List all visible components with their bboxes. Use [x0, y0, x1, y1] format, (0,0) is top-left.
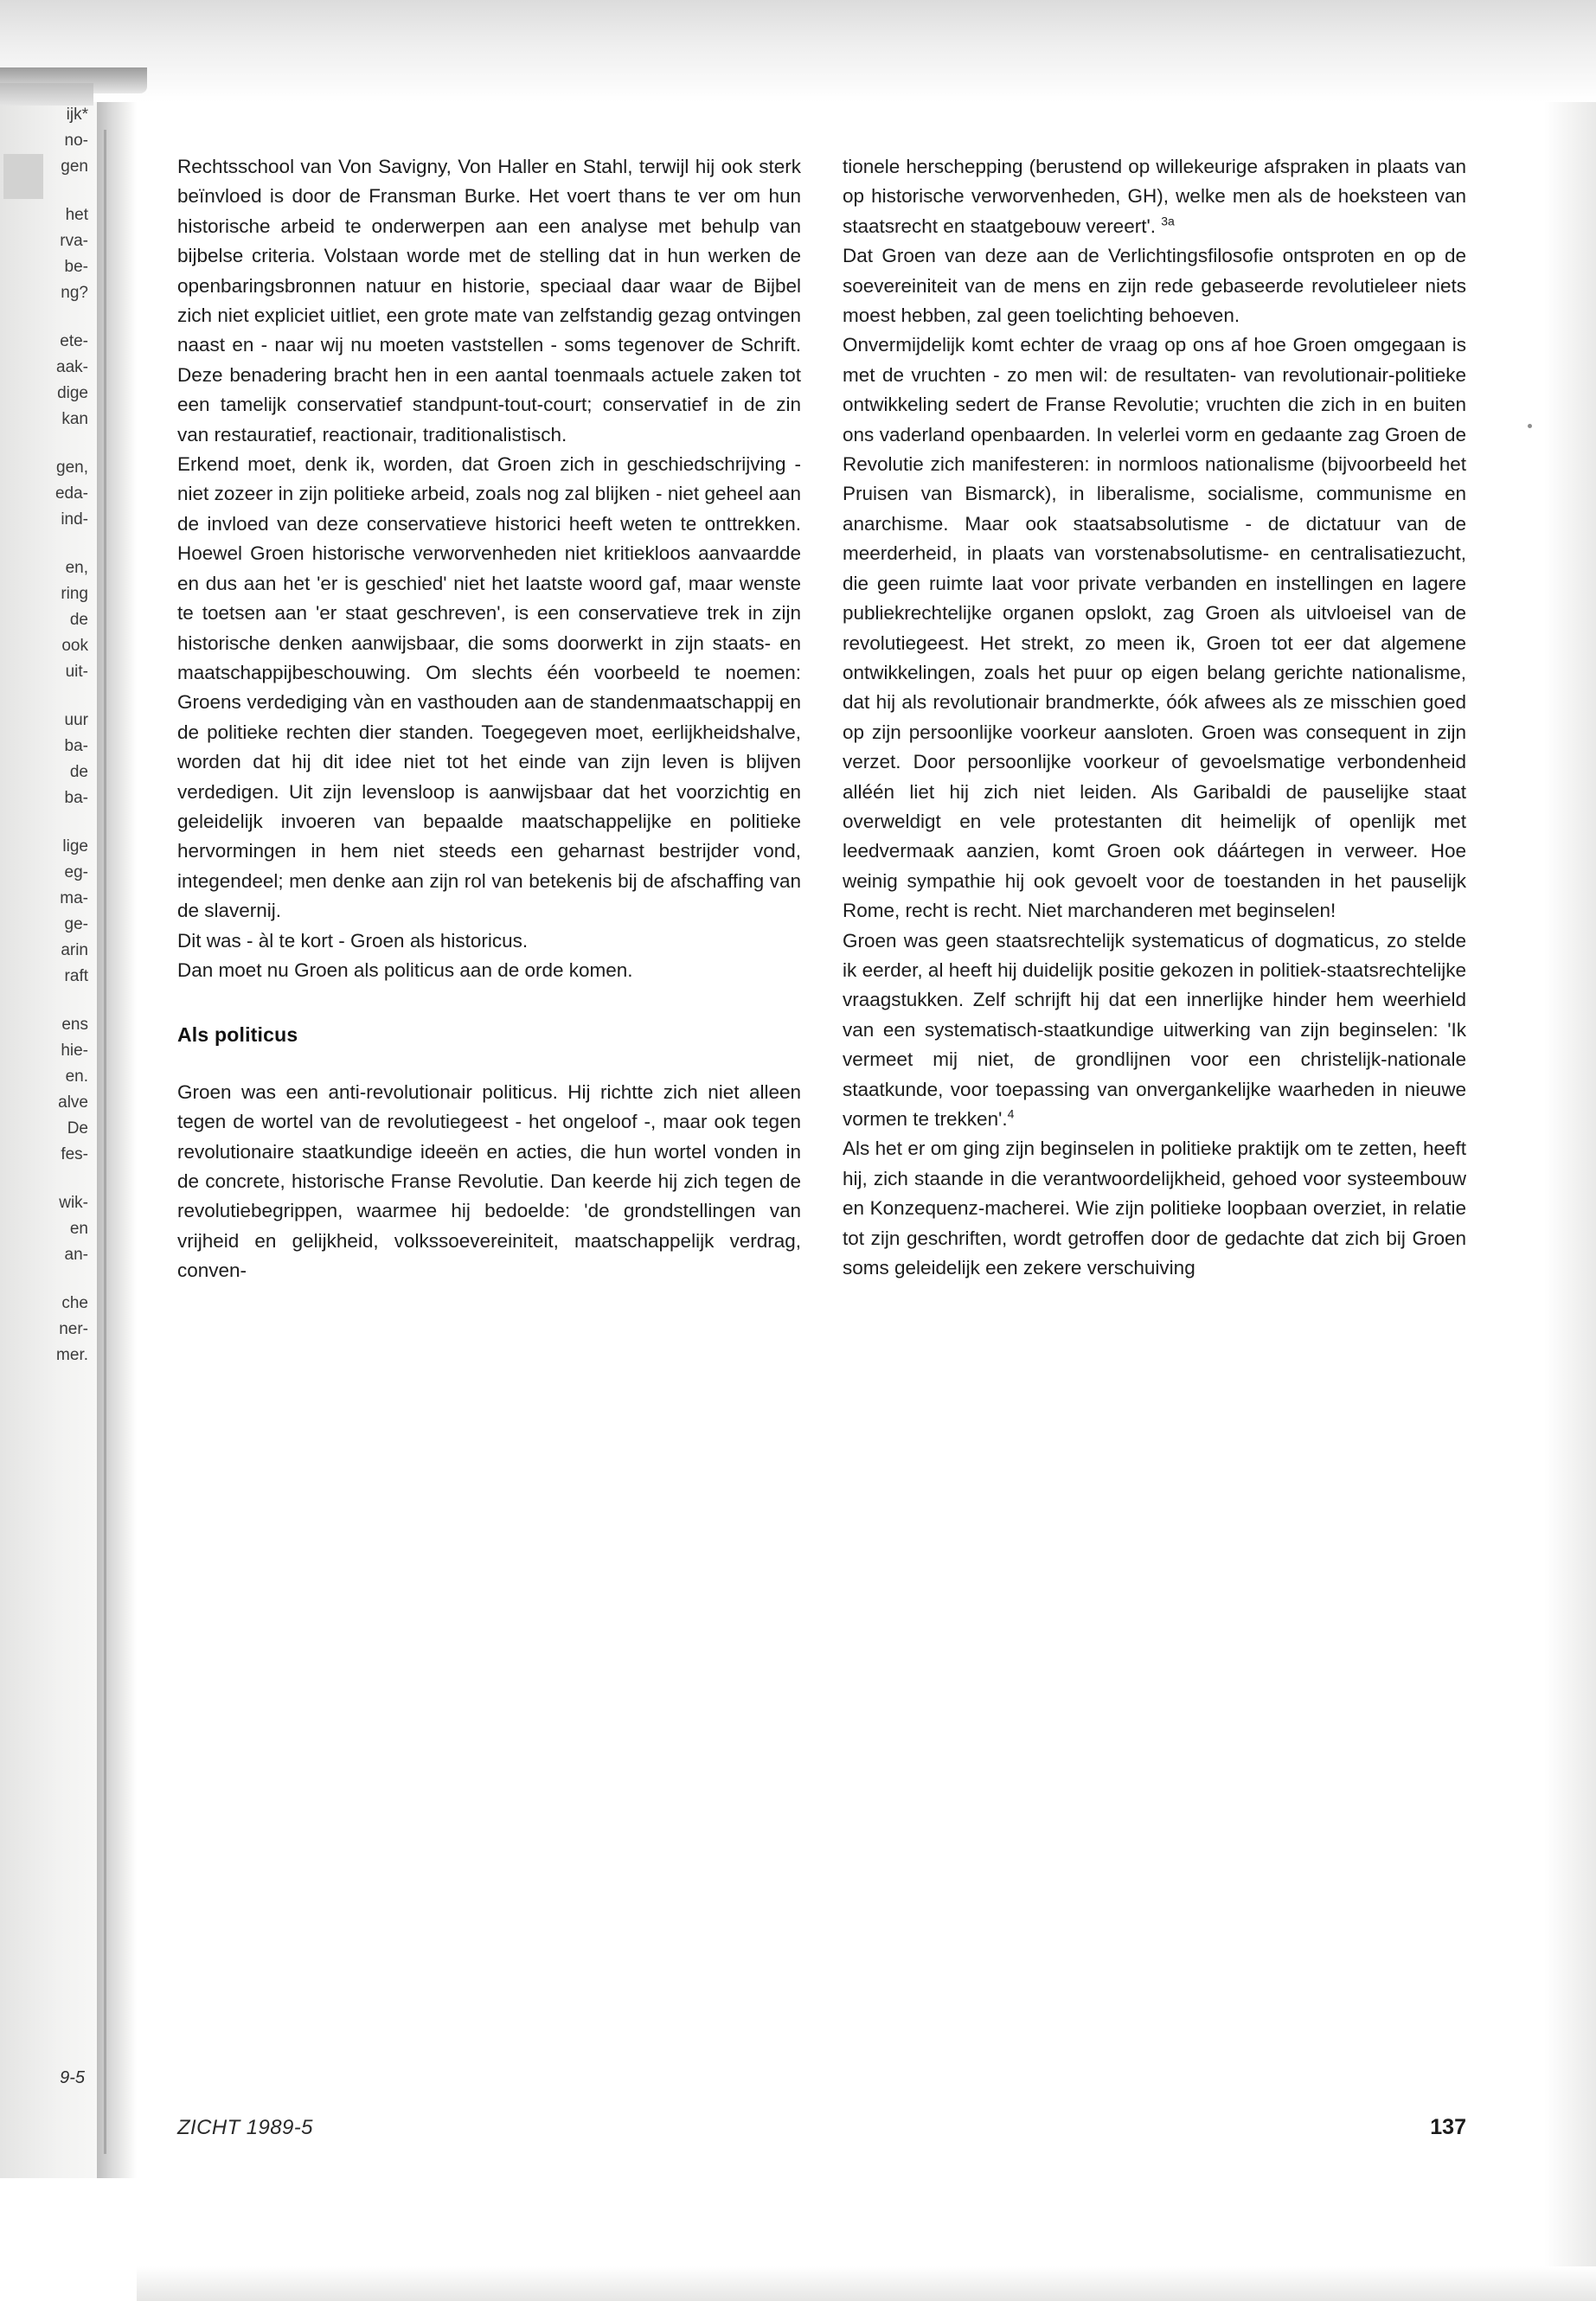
left-page-text-block: [0, 555, 88, 685]
left-page-text-line: dige: [57, 384, 88, 402]
paragraph: Dat Groen van deze aan de Verlichtingsfilosofie ontsproten en op de soevereiniteit van de mens en zijn rede gebaseerde revolutieleer niets moest hebben, zal geen toelichting behoeven.: [843, 245, 1466, 327]
paragraph: Als het er om ging zijn beginselen in politieke praktijk om te zetten, heeft hij, zich staande in die verantwoordelijkheid, gehoed voor systeembouw en Konzequenz-macherei. Wie zijn politieke loopbaan overziet, in relatie tot zijn geschriften, wordt getroffen door de gedachte dat zich bij Groen soms geleidelijk een zekere verschuiving: [843, 1138, 1466, 1279]
left-page-text-line: alve: [58, 1093, 88, 1112]
left-page-text-line: hie-: [61, 1042, 88, 1060]
left-page-text-line: ring: [61, 585, 88, 603]
left-page-text-block: [0, 1190, 88, 1268]
left-page-text-line: raft: [64, 967, 88, 985]
paragraph: Erkend moet, denk ik, worden, dat Groen zich in geschiedschrijving - niet zozeer in zijn politieke arbeid, zoals nog zal blijken - niet geheel aan de invloed van deze conservatieve historici heeft weten te onttrekken. Hoewel Groen historische verworvenheden niet kritiekloos aanvaardde en dus aan het 'er is geschied' niet het laatste woord gaf, maar wenste te toetsen aan 'er staat geschreven', is een conservatieve trek in zijn historische denken aanwijsbaar, die soms doorwerkt in zijn staats- en maatschappijbeschouwing. Om slechts één voorbeeld te noemen: Groens verdediging vàn en vasthouden aan de standenmaatschappij en de politieke rechten dier standen. Toegegeven moet, eerlijkheidshalve, worden dat hij dit idee niet tot het einde van zijn leven is blijven verdedigen. Uit zijn levensloop is aanwijsbaar dat het voorzichtig en geleidelijk invoeren van bepaalde maatschappelijke en politieke hervormingen in hem niet steeds een geharnast bestrijder vond, integendeel; men denke aan zijn rol van betekenis bij de afschaffing van de slavernij.: [177, 453, 801, 922]
left-page-text-line: ete-: [60, 332, 88, 350]
article-body: [177, 152, 1466, 2038]
left-page-text-line: fes-: [61, 1145, 88, 1163]
left-page-text-line: en.: [65, 1067, 88, 1086]
left-page-text-line: eda-: [54, 484, 88, 503]
left-page-ink-blot: [3, 154, 43, 199]
scanner-clamp-shadow: [0, 83, 93, 106]
footnote-marker-4: 4: [1007, 1106, 1015, 1121]
page-bottom-shadow: [137, 2266, 1596, 2301]
column-right: [843, 152, 1466, 1286]
two-column-layout: [177, 152, 1466, 1286]
page-gutter-shadow: [97, 102, 137, 2178]
paragraph: Dan moet nu Groen als politicus aan de orde komen.: [177, 958, 633, 981]
left-page-text-line: ner-: [59, 1320, 88, 1338]
left-page-sliver: [0, 102, 97, 2178]
left-page-text-block: [0, 455, 88, 533]
left-page-text-line: wik-: [59, 1194, 88, 1212]
left-page-text-line: de: [69, 763, 88, 781]
left-page-text-line: an-: [64, 1246, 88, 1264]
left-page-text-block: [0, 202, 88, 306]
left-page-text-line: kan: [61, 410, 88, 428]
footnote-marker-3a: 3a: [1161, 214, 1175, 228]
left-page-text-line: ba-: [64, 737, 88, 755]
paragraph: Onvermijdelijk komt echter de vraag op ons af hoe Groen omgegaan is met de vruchten - zo men wil: de resultaten- van revolutionair-politieke ontwikkeling sedert de Franse Revolutie; vruchten die zich in en buiten ons vaderland openbaarden. In velerlei vorm en gedaante zag Groen de Revolutie zich manifesteren: in normloos nationalisme (bijvoorbeeld het Pruisen van Bismarck), in liberalisme, socialisme, communisme en anarchisme. Maar ook staatsabsolutisme - de dictatuur van de meerderheid, in plaats van vorstenabsolutisme- en centralisatiezucht, die geen ruimte laat voor private verbanden en instellingen en lagere publiekrechtelijke organen opslokt, zag Groen als uitvloeisel van de revolutiegeest. Het strekt, zo meen ik, Groen tot eer dat algemene ontwikkelingen, zoals het puur op eigen belang gerichte nationalisme, dat hij als revolutionair brandmerkte, óók afwees als ze misschien goed op zijn persoonlijke voorkeur aansloten. Groen was consequent in zijn verzet. Door persoonlijke voorkeur of gevoelsmatige verbondenheid alléén liet hij zich niet leiden. Als Garibaldi de pauselijke staat overweldigt en vele protestanten dit heimelijk of openlijk met leedvermaak aanzien, komt Groen ook dáártegen in verweer. Hoe weinig sympathie hij ook gevoelt voor de toestanden in het pauselijk Rome, recht is recht. Niet marchanderen met beginselen!: [843, 334, 1466, 922]
scan-speck: [1528, 424, 1532, 428]
section-heading-als-politicus: Als politicus: [177, 1023, 298, 1047]
left-page-text-line: aak-: [56, 358, 88, 376]
paragraph: [843, 926, 1466, 1135]
page-number: 137: [1430, 2115, 1466, 2139]
left-page-text-line: ijk*: [66, 106, 88, 124]
left-page-text-fragments: [0, 102, 93, 1391]
left-page-text-line: ind-: [61, 510, 88, 529]
page-gutter-line: [104, 130, 106, 2154]
left-page-footer: 9-5: [60, 2068, 85, 2087]
scanner-top-edge: [0, 0, 1596, 102]
left-page-text-block: [0, 1291, 88, 1368]
left-page-text-line: mer.: [56, 1346, 88, 1364]
paragraph: [843, 152, 1466, 241]
left-page-text-line: arin: [61, 941, 88, 959]
left-page-text-line: be-: [64, 258, 88, 276]
left-page-text-block: [0, 834, 88, 990]
left-page-text-line: ge-: [64, 915, 88, 933]
left-page-text-block: [0, 1012, 88, 1168]
left-page-text-line: gen: [61, 157, 88, 176]
left-page-text-line: eg-: [64, 863, 88, 881]
left-page-text-line: ens: [61, 1016, 88, 1034]
paragraph-text: Groen was geen staatsrechtelijk systematicus of dogmaticus, zo stelde ik eerder, al heeft hij duidelijk positie gekozen in politiek-staatsrechtelijke vraagstukken. Zelf schrijft hij dat een innerlijke hinder hem weerhield van een systematisch-staatkundige uitwerking van zijn beginselen: 'Ik vermeet mij niet, de grondlijnen voor een christelijk-nationale staatkunde, voor toepassing van onvergankelijke waarheden in nieuwe vormen te trekken'.: [843, 929, 1466, 1130]
left-page-text-line: uit-: [65, 663, 88, 681]
left-page-text-line: en: [69, 1220, 88, 1238]
page-footer: [177, 2115, 1466, 2140]
left-page-text-block: [0, 329, 88, 433]
paragraph-text: tionele herschepping (berustend op willekeurige afspraken in plaats van op historische verworvenheden, GH), welke men als de hoeksteen van staatsrecht en staatgebouw vereert'.: [843, 156, 1466, 237]
paragraph: Groen was een anti-revolutionair politicus. Hij richtte zich niet alleen tegen de wortel van de revolutiegeest - het ongeloof -, maar ook tegen revolutionaire staatkundige ideeën en acties, die hun wortel vonden in de concrete, historische Franse Revolutie. Dan keerde hij zich tegen de revolutiebegrippen, waarmee hij bedoelde: 'de grondstellingen van vrijheid en gelijkheid, volkssoevereiniteit, maatschappelijk verdrag, conven-: [177, 1080, 801, 1282]
left-page-text-line: che: [61, 1294, 88, 1312]
left-page-text-line: en,: [65, 559, 88, 577]
left-page-text-line: het: [65, 206, 88, 224]
left-page-text-line: de: [69, 611, 88, 629]
left-page-text-line: ba-: [64, 789, 88, 807]
left-page-text-line: lige: [62, 837, 88, 856]
journal-issue-label: ZICHT 1989-5: [177, 2116, 313, 2139]
right-page-edge-shadow: [1544, 102, 1596, 2301]
left-page-text-line: De: [67, 1119, 88, 1138]
left-page-text-line: no-: [64, 131, 88, 150]
paragraph: Rechtsschool van Von Savigny, Von Haller en Stahl, terwijl hij ook sterk beïnvloed is door de Fransman Burke. Het voert thans te ver om hun historische arbeid te onderwerpen aan een analyse met behulp van bijbelse criteria. Volstaan worde met de stelling dat in hun werken de openbaringsbronnen natuur en historie, speciaal daar waar de Bijbel zich niet expliciet uitliet, een grote mate van zelfstandig gezag ontvingen naast en - naar wij nu moeten vaststellen - soms tegenover de Schrift. Deze benadering bracht hen in een aantal toenmaals actuele zaken tot een tamelijk conservatief standpunt-tout-court; conservatief in de zin van restauratief, reactionair, traditionalistisch.: [177, 156, 801, 445]
left-page-text-line: gen,: [56, 458, 88, 477]
left-page-text-line: ook: [61, 637, 88, 655]
left-page-text-line: ma-: [60, 889, 88, 907]
left-page-text-block: [0, 708, 88, 811]
left-page-text-line: ng?: [61, 284, 88, 302]
paragraph: Dit was - àl te kort - Groen als historicus.: [177, 929, 529, 952]
column-left: [177, 152, 801, 1286]
left-page-text-line: uur: [64, 711, 88, 729]
left-page-text-line: rva-: [60, 232, 88, 250]
